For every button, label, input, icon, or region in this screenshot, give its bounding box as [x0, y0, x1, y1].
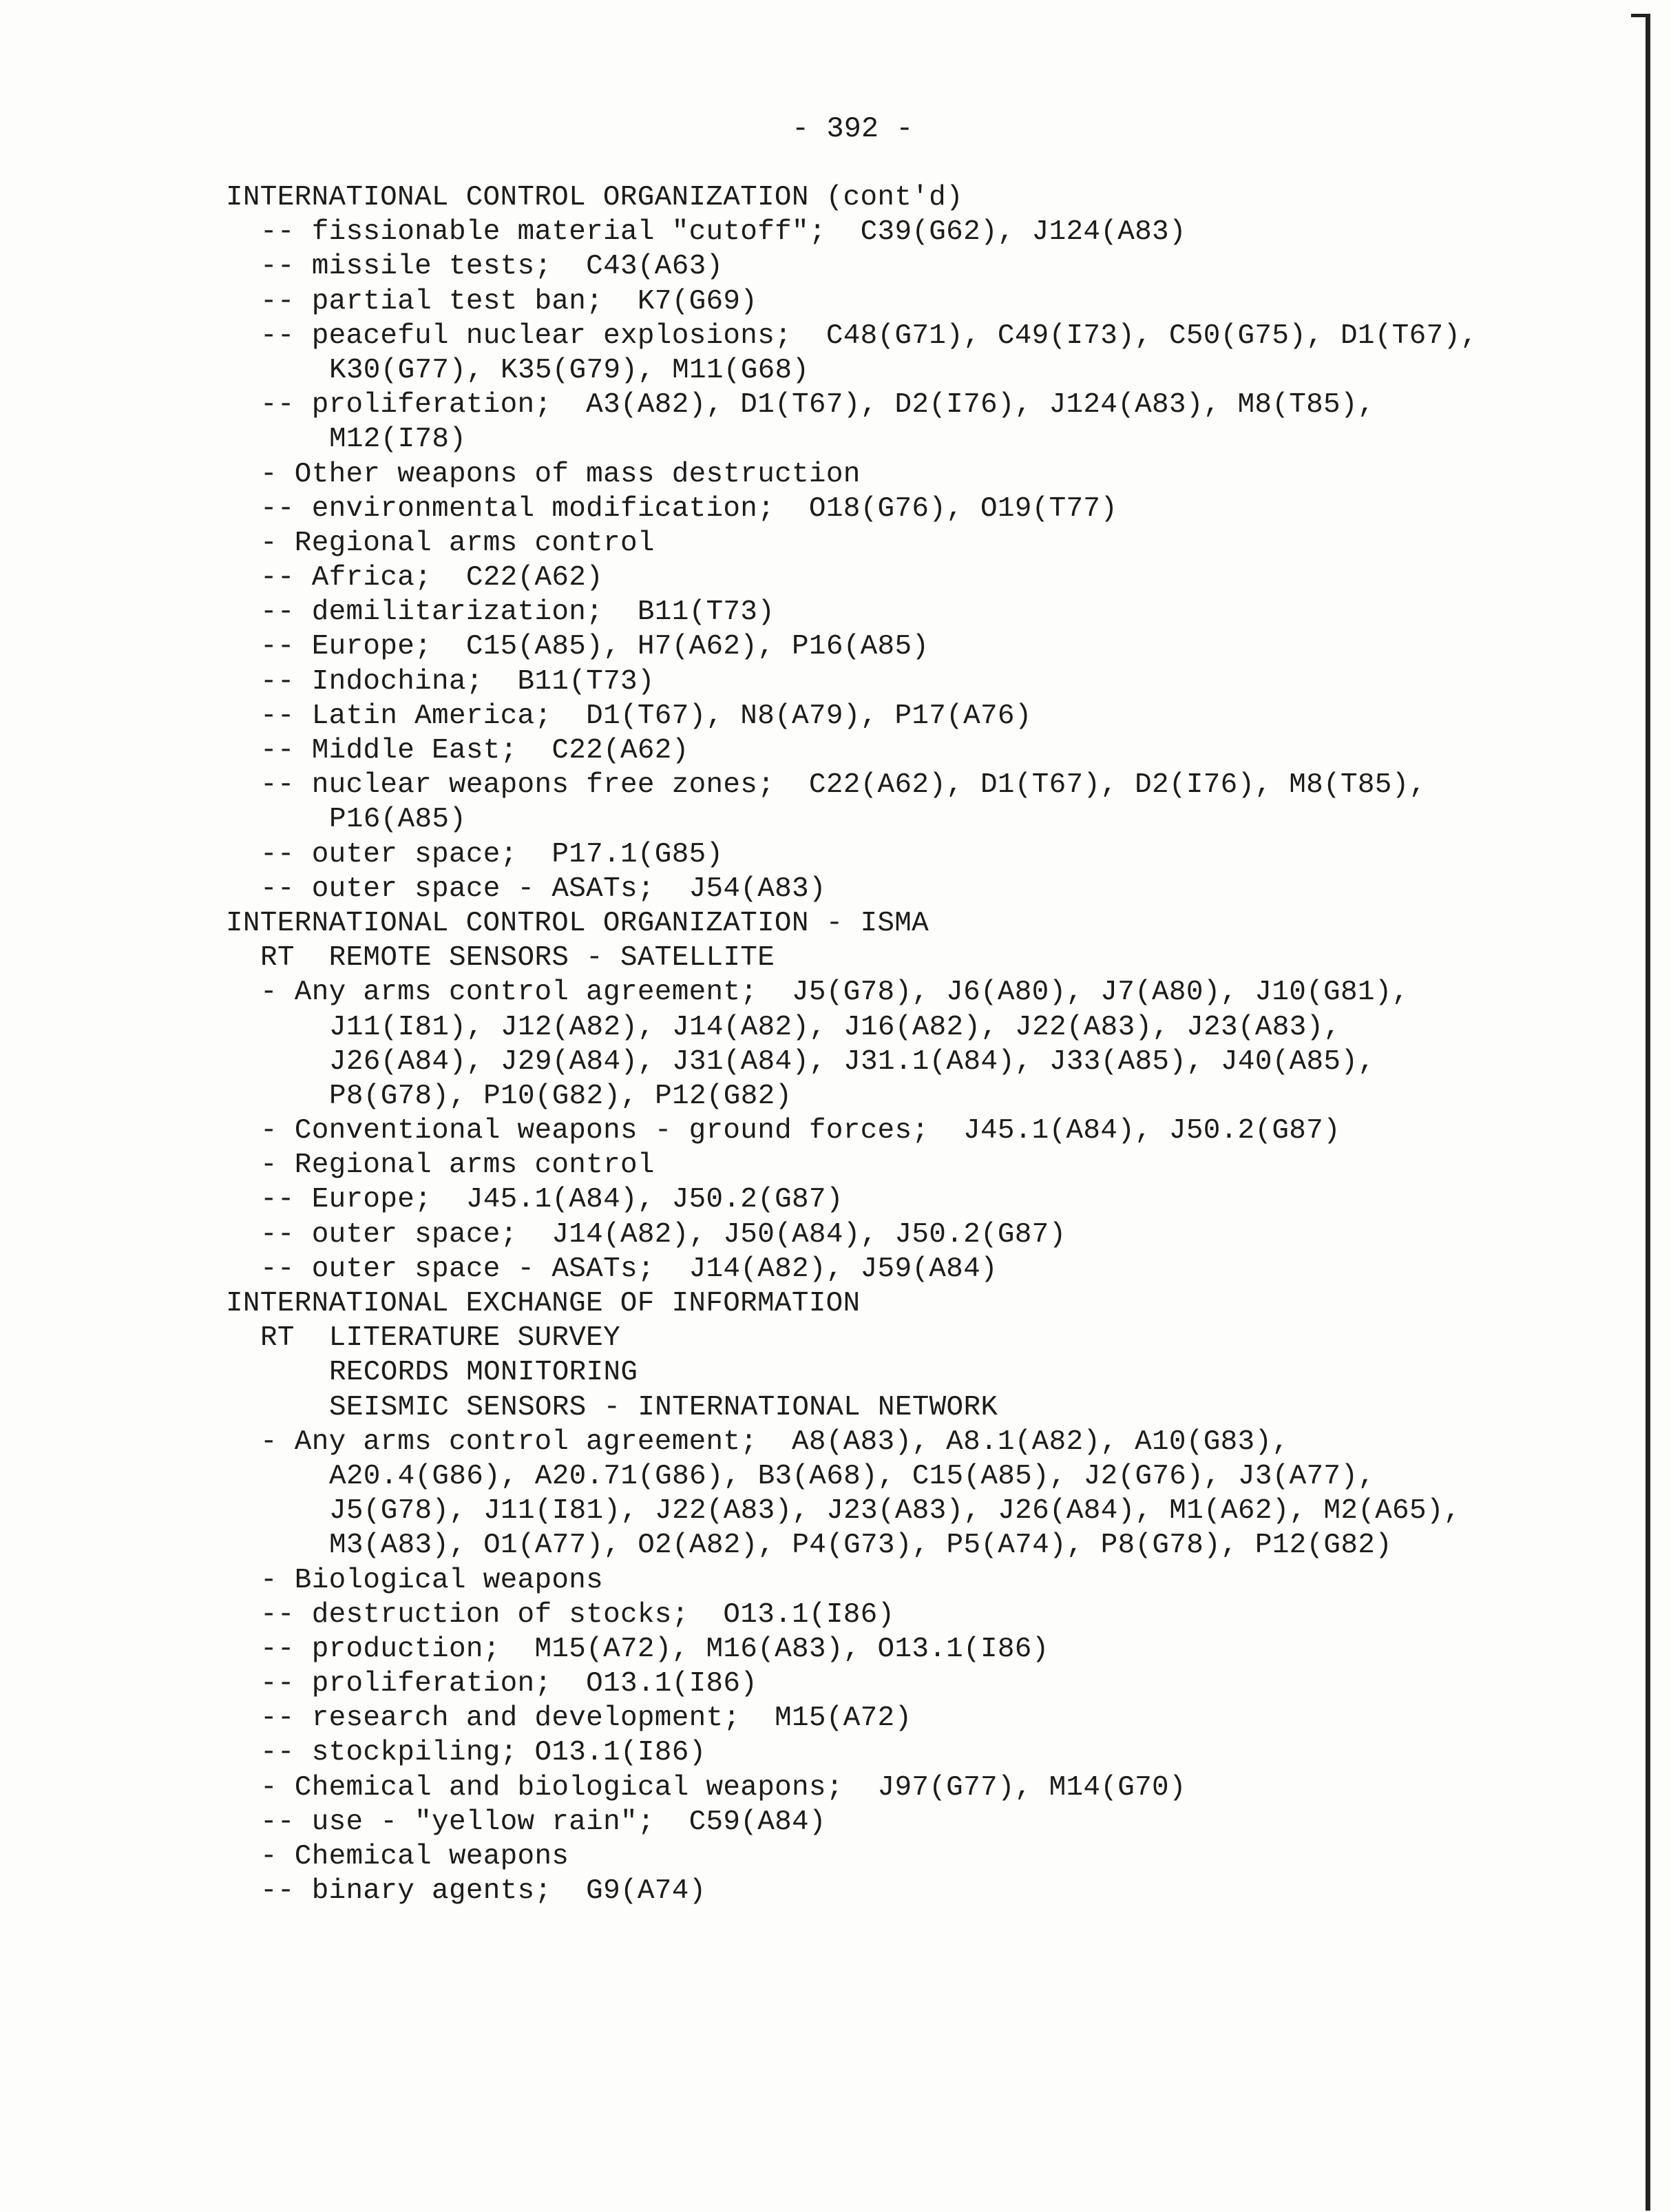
index-subentry: -- outer space - ASATs; J54(A83)	[260, 873, 826, 905]
index-entries	[226, 180, 1478, 1908]
index-subentry: -- Europe; C15(A85), H7(A62), P16(A85)	[260, 631, 929, 663]
index-subentry: -- outer space; P17.1(G85)	[260, 838, 724, 870]
index-subentry: -- demilitarization; B11(T73)	[260, 596, 775, 629]
index-continuation: P8(G78), P10(G82), P12(G82)	[329, 1080, 792, 1112]
index-subentry: -- use - "yellow rain"; C59(A84)	[260, 1806, 826, 1838]
index-subentry: -- proliferation; O13.1(I86)	[260, 1668, 758, 1700]
index-subentry: -- nuclear weapons free zones; C22(A62), D1(T67), D2(I76), M8(T85),	[260, 769, 1427, 802]
binder-edge	[1646, 14, 1650, 2211]
index-subentry: - Biological weapons	[260, 1564, 604, 1596]
index-continuation: K30(G77), K35(G79), M11(G68)	[329, 354, 810, 386]
index-heading: INTERNATIONAL CONTROL ORGANIZATION (cont'd)	[226, 182, 963, 213]
index-subentry: -- Africa; C22(A62)	[260, 562, 604, 594]
index-subentry: - Conventional weapons - ground forces; J45.1(A84), J50.2(G87)	[260, 1115, 1341, 1147]
index-subentry: -- Europe; J45.1(A84), J50.2(G87)	[260, 1184, 843, 1216]
index-heading: INTERNATIONAL EXCHANGE OF INFORMATION	[226, 1288, 861, 1319]
index-subentry: - Chemical weapons	[260, 1841, 569, 1872]
index-subentry: -- environmental modification; O18(G76), O19(T77)	[260, 492, 1118, 525]
index-continuation: SEISMIC SENSORS - INTERNATIONAL NETWORK	[329, 1391, 998, 1423]
index-subentry: RT REMOTE SENSORS - SATELLITE	[260, 942, 775, 974]
index-subentry: -- Latin America; D1(T67), N8(A79), P17(A76)	[260, 700, 1032, 732]
index-subentry: -- research and development; M15(A72)	[260, 1702, 912, 1735]
index-continuation: A20.4(G86), A20.71(G86), B3(A68), C15(A85), J2(G76), J3(A77),	[329, 1460, 1376, 1492]
index-subentry: -- outer space; J14(A82), J50(A84), J50.2(G87)	[260, 1218, 1066, 1251]
index-subentry: - Chemical and biological weapons; J97(G77), M14(G70)	[260, 1771, 1186, 1804]
index-subentry: -- production; M15(A72), M16(A83), O13.1(I86)	[260, 1633, 1049, 1665]
index-subentry: -- destruction of stocks; O13.1(I86)	[260, 1598, 895, 1631]
index-subentry: - Any arms control agreement; J5(G78), J6(A80), J7(A80), J10(G81),	[260, 977, 1409, 1009]
index-subentry: -- Indochina; B11(T73)	[260, 665, 655, 698]
index-subentry: RT LITERATURE SURVEY	[260, 1322, 620, 1355]
index-subentry: - Other weapons of mass destruction	[260, 458, 861, 490]
index-heading: INTERNATIONAL CONTROL ORGANIZATION - ISMA	[226, 907, 929, 939]
binder-edge-cap	[1631, 14, 1650, 17]
index-subentry: -- missile tests; C43(A63)	[260, 251, 724, 283]
index-subentry: -- outer space - ASATs; J14(A82), J59(A84)	[260, 1253, 998, 1285]
page-number: - 392 -	[792, 112, 914, 145]
index-subentry: -- binary agents; G9(A74)	[260, 1875, 706, 1908]
index-subentry: - Regional arms control	[260, 1149, 655, 1182]
index-subentry: -- peaceful nuclear explosions; C48(G71), C49(I73), C50(G75), D1(T67),	[260, 320, 1478, 352]
index-subentry: -- fissionable material "cutoff"; C39(G62), J124(A83)	[260, 216, 1186, 249]
index-continuation: P16(A85)	[329, 804, 467, 836]
index-continuation: RECORDS MONITORING	[329, 1357, 638, 1389]
index-subentry: -- Middle East; C22(A62)	[260, 735, 689, 766]
index-continuation: J26(A84), J29(A84), J31(A84), J31.1(A84), J33(A85), J40(A85),	[329, 1045, 1376, 1078]
index-continuation: M3(A83), O1(A77), O2(A82), P4(G73), P5(A74), P8(G78), P12(G82)	[329, 1530, 1393, 1562]
index-subentry: - Regional arms control	[260, 527, 655, 559]
index-subentry: -- stockpiling; O13.1(I86)	[260, 1737, 706, 1769]
index-subentry: -- proliferation; A3(A82), D1(T67), D2(I76), J124(A83), M8(T85),	[260, 389, 1375, 421]
index-continuation: J11(I81), J12(A82), J14(A82), J16(A82), J22(A83), J23(A83),	[329, 1011, 1341, 1043]
index-continuation: M12(I78)	[329, 424, 467, 456]
index-subentry: -- partial test ban; K7(G69)	[260, 285, 758, 317]
index-subentry: - Any arms control agreement; A8(A83), A8.1(A82), A10(G83),	[260, 1426, 1290, 1458]
index-continuation: J5(G78), J11(I81), J22(A83), J23(A83), J26(A84), M1(A62), M2(A65),	[329, 1495, 1461, 1527]
